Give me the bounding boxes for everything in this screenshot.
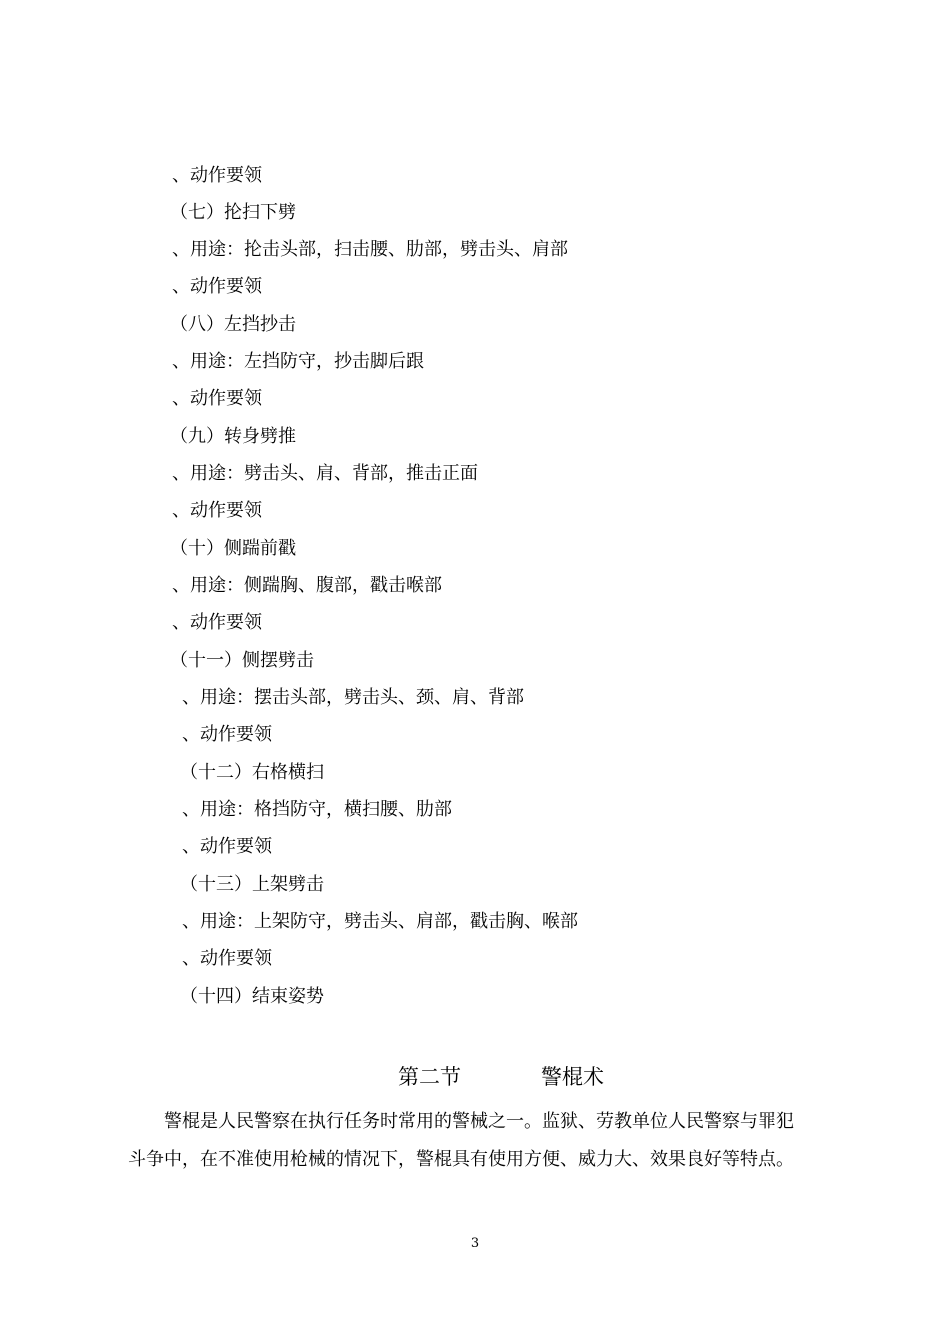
subsection-heading: （八）左挡抄击 xyxy=(170,314,296,335)
text-line: 、用途：格挡防守，横扫腰、肋部 xyxy=(182,799,452,820)
paragraph-line: 斗争中，在不准使用枪械的情况下，警棍具有使用方便、威力大、效果良好等特点。 xyxy=(128,1149,794,1170)
text-line: 、用途：劈击头、肩、背部，推击正面 xyxy=(172,463,478,484)
page-number: 3 xyxy=(470,1236,480,1251)
text-line: 、动作要领 xyxy=(182,836,272,857)
subsection-heading: （十三）上架劈击 xyxy=(180,874,324,895)
subsection-heading: （七）抡扫下劈 xyxy=(170,202,296,223)
subsection-heading: （十）侧踹前戳 xyxy=(170,538,296,559)
text-line: 、动作要领 xyxy=(172,276,262,297)
subsection-heading: （九）转身劈推 xyxy=(170,426,296,447)
text-line: 、动作要领 xyxy=(172,500,262,521)
text-line: 、用途：摆击头部，劈击头、颈、肩、背部 xyxy=(182,687,524,708)
text-line: 、动作要领 xyxy=(172,388,262,409)
text-line: 、动作要领 xyxy=(182,724,272,745)
text-line: 、动作要领 xyxy=(182,948,272,969)
text-line: 、用途：上架防守，劈击头、肩部，戳击胸、喉部 xyxy=(182,911,578,932)
section-heading xyxy=(398,1064,604,1090)
text-line: 、用途：侧踹胸、腹部，戳击喉部 xyxy=(172,575,442,596)
subsection-heading: （十二）右格横扫 xyxy=(180,762,324,783)
text-line: 、动作要领 xyxy=(172,612,262,633)
section-number: 第二节 xyxy=(398,1065,461,1089)
text-line: 、用途：左挡防守，抄击脚后跟 xyxy=(172,351,424,372)
section-title: 警棍术 xyxy=(541,1065,604,1089)
subsection-heading: （十一）侧摆劈击 xyxy=(170,650,314,671)
text-line: 、用途：抡击头部，扫击腰、肋部，劈击头、肩部 xyxy=(172,239,568,260)
text-line: 、动作要领 xyxy=(172,165,262,186)
subsection-heading: （十四）结束姿势 xyxy=(180,986,324,1007)
paragraph-line: 警棍是人民警察在执行任务时常用的警械之一。监狱、劳教单位人民警察与罪犯 xyxy=(164,1111,794,1132)
